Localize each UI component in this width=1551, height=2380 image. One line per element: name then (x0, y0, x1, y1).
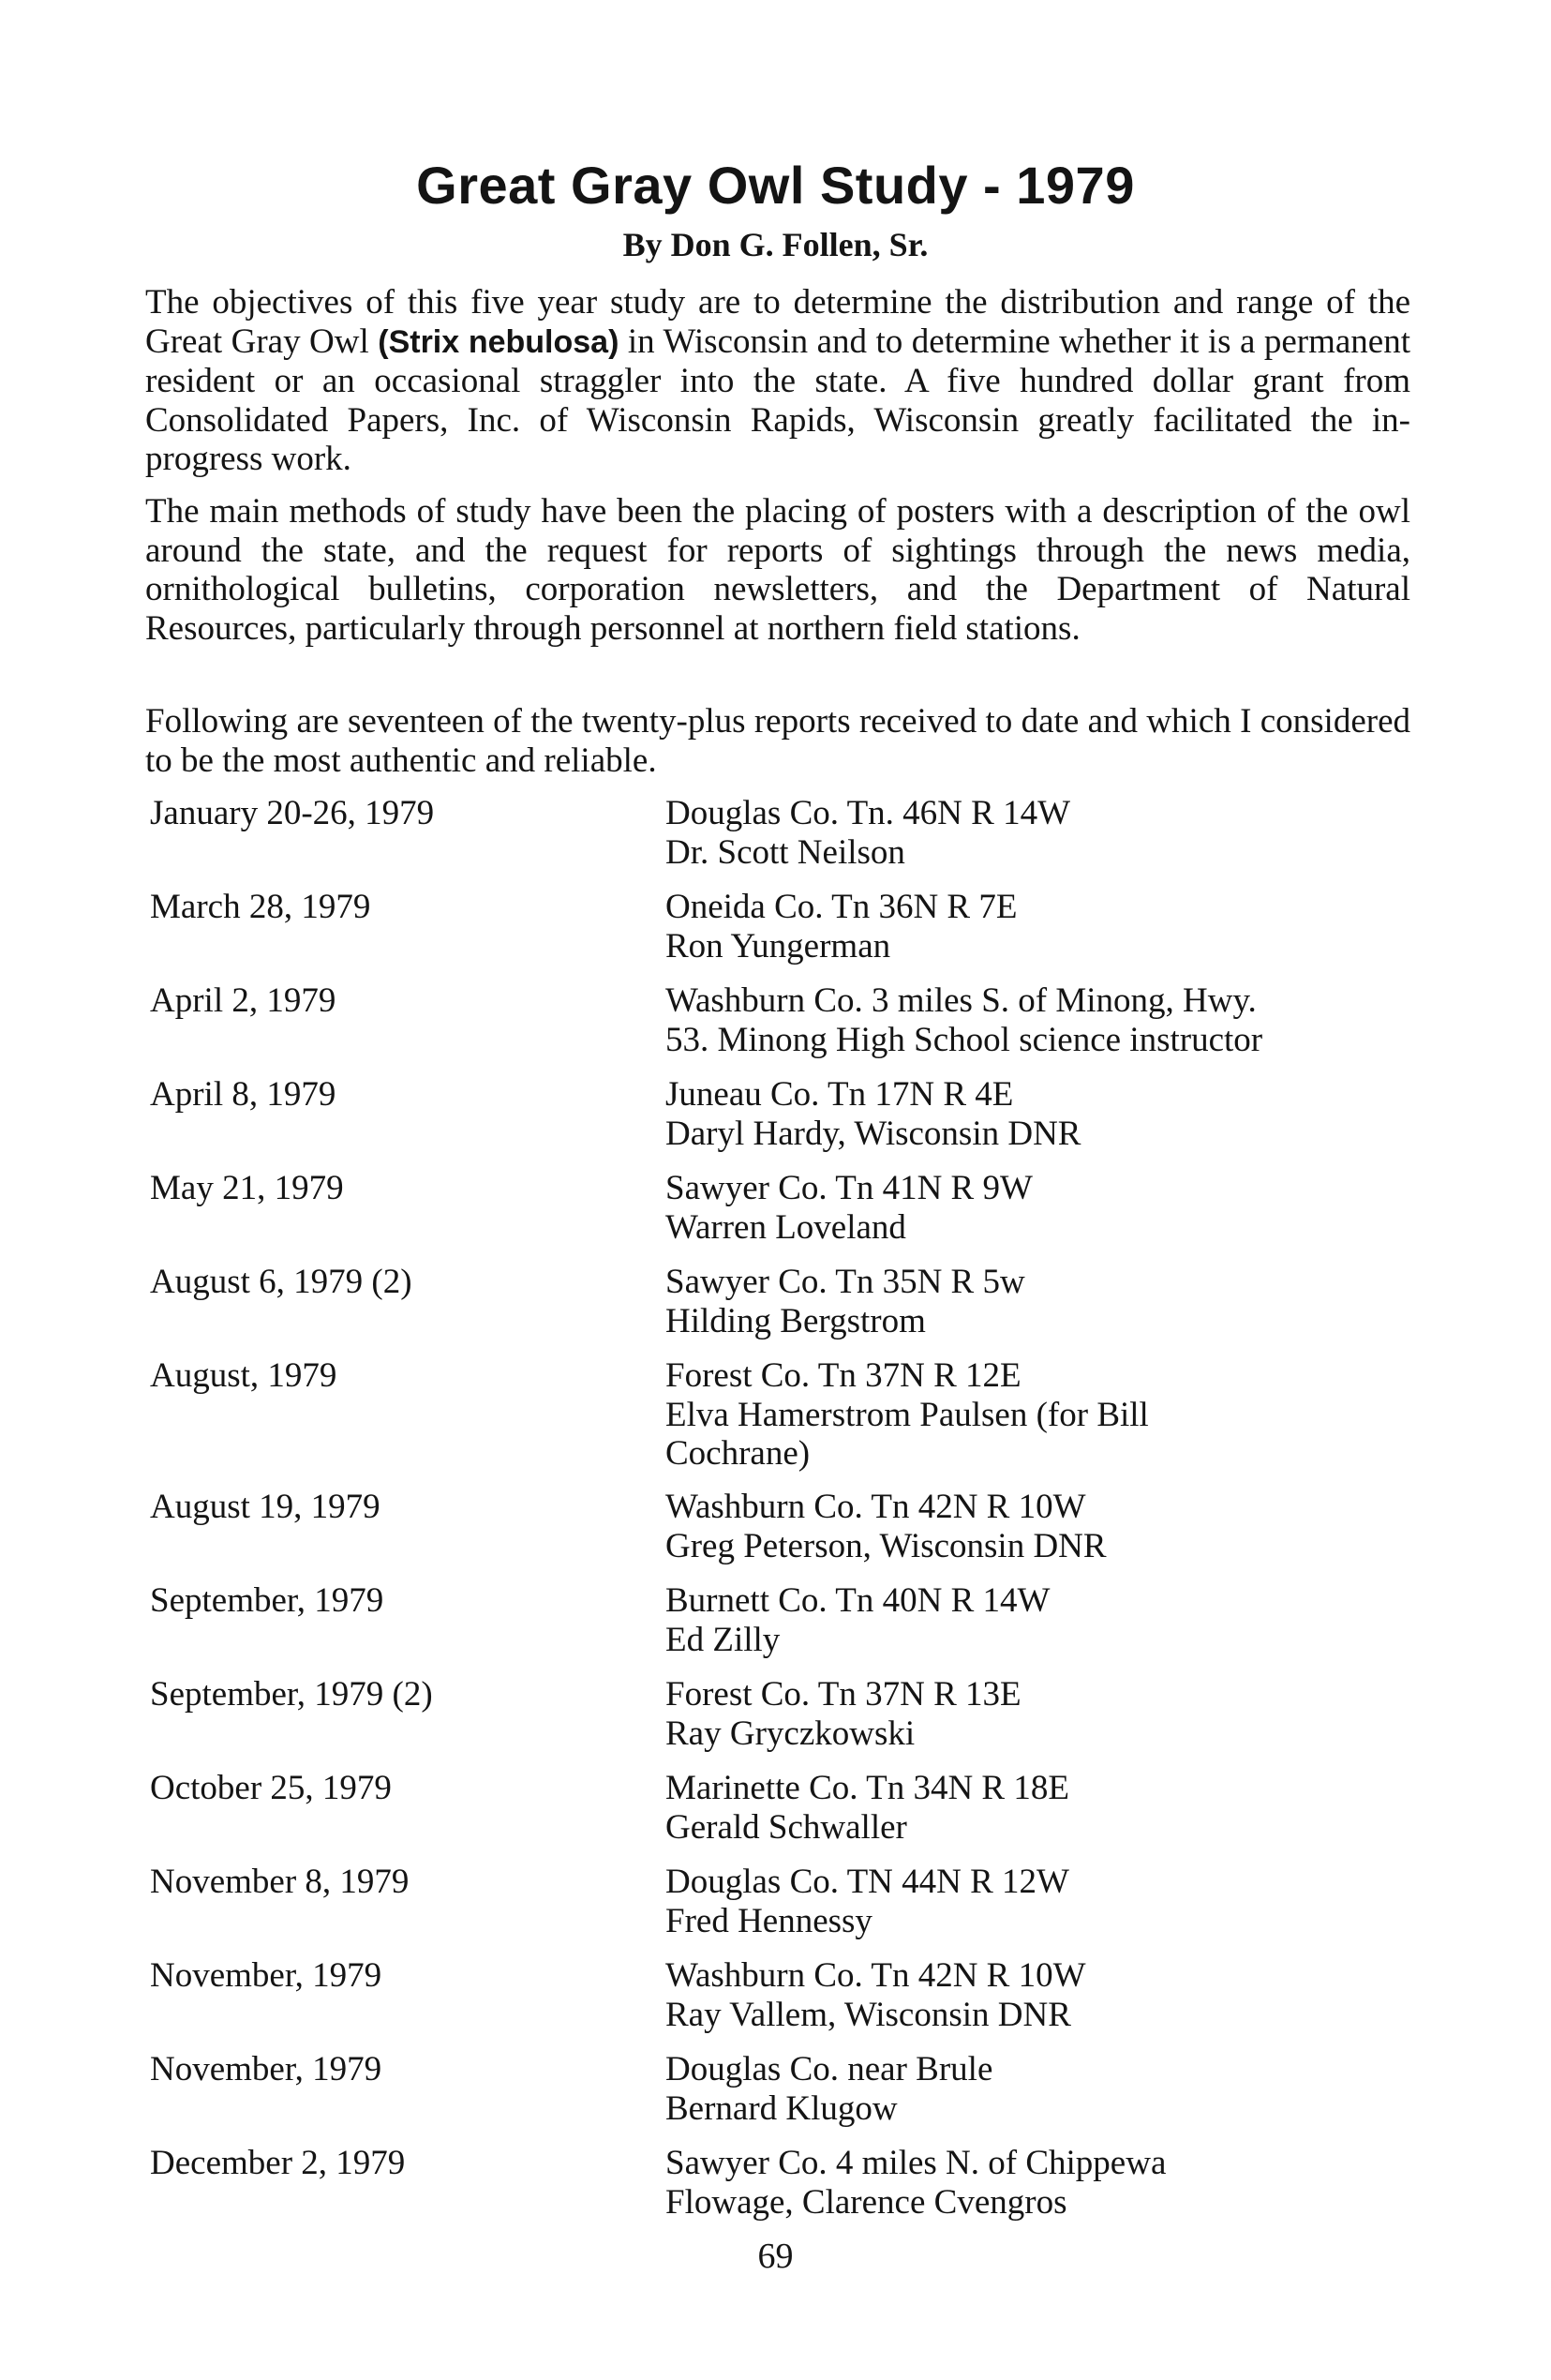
report-observer-line: Fred Hennessy (665, 1901, 872, 1940)
report-observer-line: Ray Vallem, Wisconsin DNR (665, 1995, 1071, 2034)
report-observer-line: Flowage, Clarence Cvengros (665, 2182, 1067, 2222)
report-location (665, 888, 1434, 965)
report-location-line: Sawyer Co. 4 miles N. of Chippewa (665, 2144, 1167, 2182)
report-observer-line: Gerald Schwaller (665, 1807, 907, 1847)
report-location (665, 1956, 1434, 2034)
report-location-line: Marinette Co. Tn 34N R 18E (665, 1769, 1069, 1807)
report-location (665, 1169, 1434, 1247)
report-location-line: Washburn Co. Tn 42N R 10W (665, 1488, 1086, 1526)
report-date: May 21, 1979 (150, 1169, 344, 1207)
report-observer-line: Ron Yungerman (665, 926, 891, 965)
report-date: November, 1979 (150, 1956, 382, 1995)
report-location (665, 1075, 1434, 1153)
report-observer-line: Greg Peterson, Wisconsin DNR (665, 1526, 1107, 1565)
report-location (665, 2050, 1434, 2128)
report-location (665, 981, 1434, 1059)
species-name: (Strix nebulosa) (378, 323, 619, 360)
report-date: April 2, 1979 (150, 981, 336, 1020)
report-observer-line: Warren Loveland (665, 1207, 906, 1247)
report-location (665, 1863, 1434, 1940)
report-observer-line: Daryl Hardy, Wisconsin DNR (665, 1114, 1081, 1153)
report-location-line: Juneau Co. Tn 17N R 4E (665, 1075, 1014, 1114)
report-observer-line: Hilding Bergstrom (665, 1301, 926, 1340)
report-observer-line-continued: Cochrane) (665, 1434, 811, 1473)
report-location-line: Douglas Co. near Brule (665, 2050, 993, 2088)
report-location-line: Burnett Co. Tn 40N R 14W (665, 1581, 1051, 1620)
report-observer-line: Elva Hamerstrom Paulsen (for Bill (665, 1395, 1149, 1434)
report-location (665, 1675, 1434, 1753)
report-date: August 19, 1979 (150, 1488, 380, 1526)
report-location (665, 1769, 1434, 1847)
report-location-line: Sawyer Co. Tn 35N R 5w (665, 1263, 1025, 1301)
report-date: November 8, 1979 (150, 1863, 410, 1901)
report-location (665, 1263, 1434, 1340)
paragraph-objectives (145, 283, 1410, 479)
report-location (665, 794, 1434, 872)
report-location-line: Forest Co. Tn 37N R 13E (665, 1675, 1022, 1714)
report-date: August, 1979 (150, 1356, 337, 1395)
report-date: December 2, 1979 (150, 2144, 406, 2182)
report-observer-line: Bernard Klugow (665, 2088, 898, 2128)
report-location (665, 2144, 1434, 2222)
report-location-line: Douglas Co. TN 44N R 12W (665, 1863, 1069, 1901)
page-number: 69 (757, 2237, 794, 2276)
report-location (665, 1356, 1434, 1474)
report-location-line: Washburn Co. 3 miles S. of Minong, Hwy. (665, 981, 1257, 1020)
paragraph-methods: The main methods of study have been the placing of posters with a description of the owl around the state, and the request for reports of sightings through the news media, ornithological bulletins, corporation newsletters, and the Department of Natural Resources, particularly through personnel at northern field stations. (145, 492, 1410, 648)
report-observer-line: Dr. Scott Neilson (665, 832, 905, 872)
report-observer-line: Ray Gryczkowski (665, 1714, 916, 1753)
report-location-line: Forest Co. Tn 37N R 12E (665, 1356, 1022, 1395)
report-observer-line: Ed Zilly (665, 1620, 781, 1659)
report-location-line: Douglas Co. Tn. 46N R 14W (665, 794, 1071, 832)
paragraph-objectives-text-a: The objectives of this five year study are to determine the distribution and range of the Great Gray Owl (145, 283, 1410, 361)
report-date: August 6, 1979 (2) (150, 1263, 412, 1301)
report-observer-line: 53. Minong High School science instructor (665, 1020, 1263, 1059)
report-date: September, 1979 (150, 1581, 384, 1620)
paragraph-reports-intro: Following are seventeen of the twenty-plus reports received to date and which I considered to be the most authentic and reliable. (145, 702, 1410, 780)
report-date: April 8, 1979 (150, 1075, 336, 1114)
report-location (665, 1488, 1434, 1565)
report-location-line: Oneida Co. Tn 36N R 7E (665, 888, 1018, 926)
report-date: March 28, 1979 (150, 888, 371, 926)
article-title: Great Gray Owl Study - 1979 (416, 156, 1135, 215)
report-date: October 25, 1979 (150, 1769, 392, 1807)
article-byline: By Don G. Follen, Sr. (622, 226, 929, 263)
report-location-line: Washburn Co. Tn 42N R 10W (665, 1956, 1086, 1995)
report-date: November, 1979 (150, 2050, 382, 2088)
report-location-line: Sawyer Co. Tn 41N R 9W (665, 1169, 1033, 1207)
report-location (665, 1581, 1434, 1659)
paragraph-objectives-text-b: in Wisconsin and to determine whether it is a permanent resident or an occasional straggler into the state. A five hundred dollar grant from Consolidated Papers, Inc. of Wisconsin Rapids, Wisconsin greatly facilitated the in-progress work. (145, 322, 1410, 478)
report-date: January 20-26, 1979 (150, 794, 435, 832)
report-date: September, 1979 (2) (150, 1675, 433, 1714)
